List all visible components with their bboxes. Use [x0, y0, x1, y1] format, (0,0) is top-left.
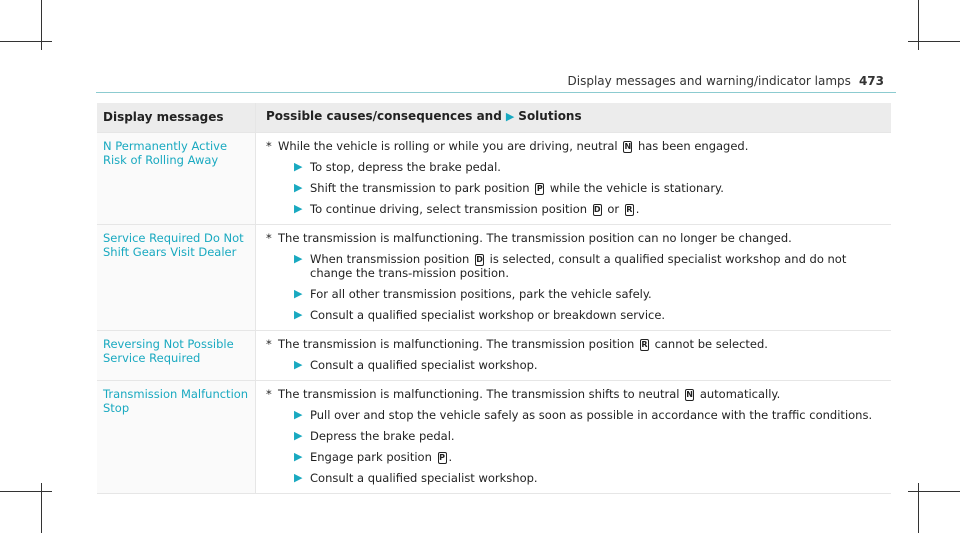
cause-text-b: cannot be selected. [654, 337, 768, 351]
step-text-a: Depress the brake pedal. [310, 429, 455, 443]
cause-line [266, 231, 885, 245]
gear-symbol-icon: R [626, 205, 633, 214]
cause-text [278, 231, 792, 245]
step-text-c: . [635, 202, 640, 216]
table-header [97, 103, 891, 133]
step-text [310, 160, 501, 174]
play-icon: ▶ [294, 181, 303, 194]
solution-cell [256, 381, 892, 494]
message-cell: Transmission Malfunction Stop [97, 381, 256, 494]
step-text [310, 429, 455, 443]
page-number: 473 [858, 74, 884, 88]
cause-text-a: The transmission is malfunctioning. The transmission shifts to neutral [278, 387, 680, 401]
step-text-a: To continue driving, select transmission position [310, 202, 588, 216]
play-icon: ▶ [294, 252, 303, 265]
table-row [97, 331, 891, 381]
table-row [97, 133, 891, 225]
col-header-messages: Display messages [97, 103, 256, 133]
step-text-b: while the vehicle is stationary. [549, 181, 724, 195]
table-row [97, 381, 891, 494]
solution-step [266, 450, 885, 464]
message-cell: Service Required Do Not Shift Gears Visit Dealer [97, 225, 256, 331]
step-text [310, 252, 885, 280]
gear-symbol-icon: R [641, 340, 648, 349]
crop-mark [908, 41, 960, 42]
solution-cell [256, 225, 892, 331]
solution-step [266, 429, 885, 443]
play-icon: ▶ [294, 160, 303, 173]
step-text-b: . [448, 450, 453, 464]
solution-step [266, 358, 885, 372]
cause-text [278, 139, 748, 153]
solution-step [266, 308, 885, 322]
gear-symbol-icon: P [439, 453, 445, 462]
step-text-b: or [607, 202, 620, 216]
col-header-solutions-text: Solutions [518, 109, 582, 123]
crop-mark [41, 0, 42, 50]
col-header-causes [256, 103, 892, 133]
cause-text-a: While the vehicle is rolling or while you are driving, neutral [278, 139, 618, 153]
message-cell: N Permanently Active Risk of Rolling Away [97, 133, 256, 225]
solution-step [266, 181, 885, 195]
step-text-a: Consult a qualified specialist workshop. [310, 358, 538, 372]
play-icon: ▶ [294, 202, 303, 215]
cause-text-a: The transmission is malfunctioning. The transmission position [278, 337, 635, 351]
gear-symbol-icon: N [624, 142, 632, 151]
step-text [310, 358, 538, 372]
crop-mark [0, 41, 52, 42]
header-rule [96, 92, 896, 93]
play-icon: ▶ [294, 429, 303, 442]
step-text-b: is selected, consult a qualified specialist workshop and do not change the trans-mission position. [310, 252, 847, 280]
step-text [310, 287, 652, 301]
col-header-causes-text: Possible causes/consequences and [266, 109, 502, 123]
step-text-a: When transmission position [310, 252, 470, 266]
cause-text-a: The transmission is malfunctioning. The transmission position can no longer be changed. [278, 231, 792, 245]
solution-step [266, 160, 885, 174]
gear-symbol-icon: D [476, 255, 483, 264]
step-text-a: For all other transmission positions, park the vehicle safely. [310, 287, 652, 301]
cause-line [266, 139, 885, 153]
play-icon: ▶ [505, 110, 515, 123]
play-icon: ▶ [294, 471, 303, 484]
messages-table [97, 103, 891, 494]
play-icon: ▶ [294, 287, 303, 300]
page-header [568, 74, 884, 88]
play-icon: ▶ [294, 408, 303, 421]
solution-step [266, 287, 885, 301]
header-title: Display messages and warning/indicator lamps [567, 74, 851, 88]
solution-cell [256, 331, 892, 381]
step-text [310, 202, 639, 216]
solution-cell [256, 133, 892, 225]
step-text-a: Consult a qualified specialist workshop. [310, 471, 538, 485]
gear-symbol-icon: D [593, 205, 601, 214]
step-text-a: Engage park position [310, 450, 432, 464]
asterisk: * [266, 231, 272, 245]
step-text [310, 308, 665, 322]
step-text-a: Pull over and stop the vehicle safely as soon as possible in accordance with the traffic conditions. [310, 408, 873, 422]
play-icon: ▶ [294, 450, 303, 463]
cause-text [278, 337, 768, 351]
gear-symbol-icon: P [536, 184, 543, 193]
step-text-a: Shift the transmission to park position [310, 181, 530, 195]
cause-text-b: automatically. [699, 387, 781, 401]
step-text-a: Consult a qualified specialist workshop or breakdown service. [310, 308, 666, 322]
cause-text-b: has been engaged. [637, 139, 749, 153]
crop-mark [908, 491, 960, 492]
play-icon: ▶ [294, 308, 303, 321]
step-text [310, 408, 872, 422]
step-text [310, 471, 538, 485]
crop-mark [918, 0, 919, 50]
step-text [310, 181, 724, 195]
step-text [310, 450, 452, 464]
solution-step [266, 202, 885, 216]
play-icon: ▶ [294, 358, 303, 371]
table-row [97, 225, 891, 331]
gear-symbol-icon: N [686, 390, 693, 399]
cause-text [278, 387, 780, 401]
solution-step [266, 408, 885, 422]
asterisk: * [266, 139, 272, 153]
asterisk: * [266, 387, 272, 401]
crop-mark [0, 491, 52, 492]
solution-step [266, 471, 885, 485]
step-text-a: To stop, depress the brake pedal. [310, 160, 501, 174]
solution-step [266, 252, 885, 280]
cause-line [266, 387, 885, 401]
asterisk: * [266, 337, 272, 351]
cause-line [266, 337, 885, 351]
message-cell: Reversing Not Possible Service Required [97, 331, 256, 381]
